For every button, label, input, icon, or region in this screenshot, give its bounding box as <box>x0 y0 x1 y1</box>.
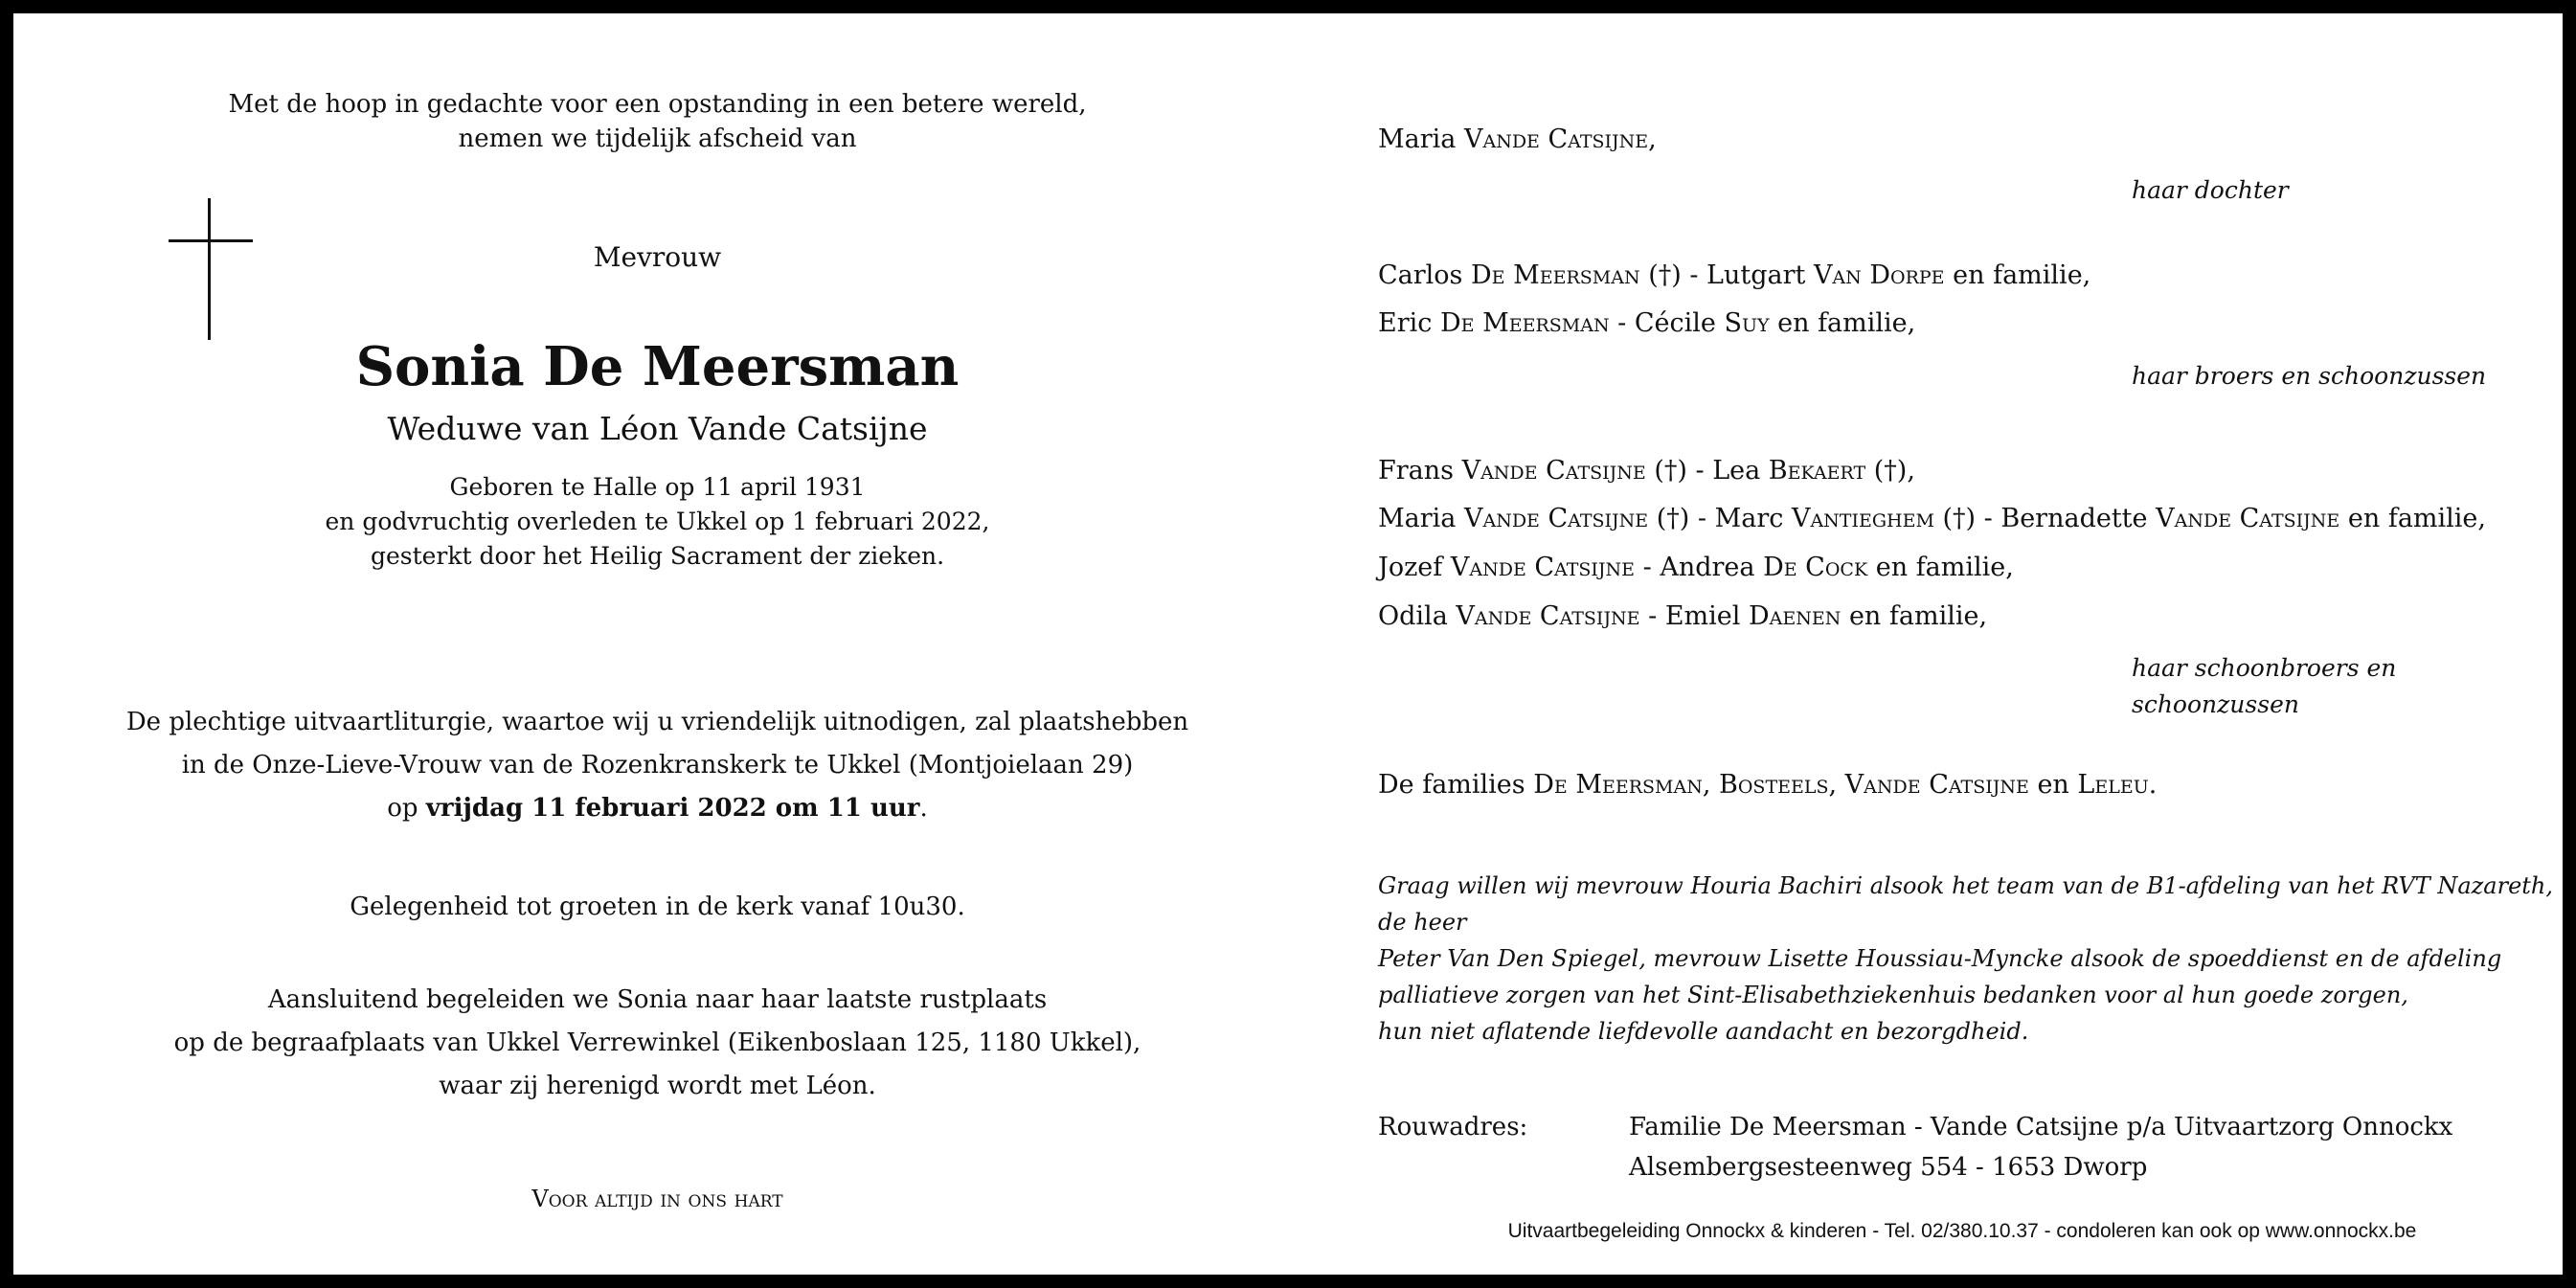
inlaws-line-3 <box>1378 553 2014 582</box>
memorial-card <box>13 13 2563 1275</box>
brothers-line-2 <box>1378 308 1915 338</box>
surname: De Cock <box>1763 553 1868 582</box>
text-part: - Emiel <box>1639 601 1749 631</box>
text-part: Eric <box>1378 308 1440 338</box>
surname: Vande Catsijne <box>1463 504 1649 533</box>
brothers-line-1 <box>1378 260 2090 290</box>
text-part: Carlos <box>1378 260 1471 290</box>
role-daughter: haar dochter <box>2132 176 2289 204</box>
liturgy-line-3 <box>13 794 1301 823</box>
text-part: en familie, <box>1944 260 2091 290</box>
liturgy-line-1: De plechtige uitvaartliturgie, waartoe wij u vriendelijk uitnodigen, zal plaatshebben <box>125 708 1189 736</box>
text-part: . <box>2148 770 2158 800</box>
text-part: , <box>1828 770 1845 800</box>
daughter-surname: Vande Catsijne <box>1463 124 1649 154</box>
text-part: (†) - Lutgart <box>1639 260 1814 290</box>
text-part: Jozef <box>1378 553 1451 582</box>
thanks-line-4: hun niet aflatende liefdevolle aandacht en bezorgdheid. <box>1378 1018 2029 1045</box>
text-part: , <box>1702 770 1720 800</box>
surname: Vande Catsijne <box>1456 601 1640 631</box>
thanks-line-3: palliatieve zorgen van het Sint-Elisabethziekenhuis bedanken voor al hun goede zorgen, <box>1378 982 2408 1008</box>
inlaws-line-4 <box>1378 601 1987 631</box>
inlaws-line-2 <box>1378 504 2486 533</box>
daughter-line <box>1378 124 1657 154</box>
daughter-firstname: Maria <box>1378 124 1464 154</box>
footer-funeral-director: Uitvaartbegeleiding Onnockx & kinderen - Tel. 02/380.10.37 - condoleren kan ook op www.onnockx.be <box>1507 1220 2417 1242</box>
inlaws-line-1 <box>1378 456 1915 486</box>
surname: De Meersman <box>1439 308 1610 338</box>
title-mevrouw: Mevrouw <box>593 241 722 273</box>
surname: De Meersman <box>1471 260 1640 290</box>
deceased-name: Sonia De Meersman <box>355 335 960 398</box>
widow-of: Weduwe van Léon Vande Catsijne <box>387 410 928 447</box>
role-inlaws-line-2: schoonzussen <box>2132 690 2299 718</box>
intro-line-1: Met de hoop in gedachte voor een opstanding in een betere wereld, <box>228 90 1087 119</box>
surname: Leleu <box>2077 770 2149 800</box>
text-part: en familie, <box>1841 601 1988 631</box>
sacrament-line: gesterkt door het Heilig Sacrament der zieken. <box>370 542 945 570</box>
text-part: - Cécile <box>1609 308 1725 338</box>
text-part: (†) - Marc <box>1648 504 1792 533</box>
role-brothers: haar broers en schoonzussen <box>2132 362 2487 390</box>
text-part: en familie, <box>1867 553 2014 582</box>
text-part: en familie, <box>2339 504 2486 533</box>
daughter-punct: , <box>1648 124 1657 154</box>
surname: Vande Catsijne <box>1461 456 1646 486</box>
burial-line-3: waar zij herenigd wordt met Léon. <box>439 1072 876 1100</box>
burial-line-2: op de begraafplaats van Ukkel Verrewinkel (Eikenboslaan 125, 1180 Ukkel), <box>173 1028 1141 1057</box>
role-inlaws <box>2132 650 2396 723</box>
text-part: Maria <box>1378 504 1464 533</box>
thanks-line-2: Peter Van Den Spiegel, mevrouw Lisette Houssiau-Myncke alsook de spoeddienst en de afdeling <box>1378 945 2502 972</box>
surname: Bosteels <box>1719 770 1829 800</box>
thanks-line-1: Graag willen wij mevrouw Houria Bachiri alsook het team van de B1-afdeling van het RVT Nazareth, de heer <box>1378 872 2553 936</box>
intro-line-2: nemen we tijdelijk afscheid van <box>458 124 857 153</box>
closing-line: Voor altijd in ons hart <box>531 1186 783 1212</box>
death-line: en godvruchtig overleden te Ukkel op 1 februari 2022, <box>325 508 990 535</box>
address-label: Rouwadres: <box>1378 1113 1528 1141</box>
birth-line: Geboren te Halle op 11 april 1931 <box>449 473 866 501</box>
text-part: - Andrea <box>1635 553 1764 582</box>
liturgy-date: vrijdag 11 februari 2022 om 11 uur <box>425 794 920 823</box>
liturgy-date-prefix: op <box>387 794 426 823</box>
surname: Bekaert <box>1768 456 1866 486</box>
burial-line-1: Aansluitend begeleiden we Sonia naar haar laatste rustplaats <box>267 985 1048 1014</box>
left-panel <box>13 13 1301 1275</box>
text-part: Frans <box>1378 456 1462 486</box>
surname: De Meersman <box>1533 770 1703 800</box>
liturgy-line-2: in de Onze-Lieve-Vrouw van de Rozenkranskerk te Ukkel (Montjoielaan 29) <box>181 751 1134 780</box>
text-part: (†) - Lea <box>1645 456 1769 486</box>
text-part: De families <box>1378 770 1534 800</box>
surname: Suy <box>1724 308 1770 338</box>
surname: Vande Catsijne <box>2156 504 2340 533</box>
surname: Daenen <box>1749 601 1842 631</box>
greeting-line: Gelegenheid tot groeten in de kerk vanaf 10u30. <box>350 893 965 921</box>
surname: Vande Catsijne <box>1844 770 2029 800</box>
text-part: Odila <box>1378 601 1457 631</box>
families-line <box>1378 770 2157 800</box>
thanks-paragraph <box>1378 868 2556 1050</box>
address-line-2: Alsembergsesteenweg 554 - 1653 Dworp <box>1629 1153 2148 1182</box>
role-inlaws-line-1: haar schoonbroers en <box>2132 654 2397 682</box>
surname: Vantieghem <box>1791 504 1934 533</box>
text-part: en familie, <box>1769 308 1916 338</box>
text-part: (†), <box>1865 456 1915 486</box>
liturgy-date-suffix: . <box>919 794 928 823</box>
surname: Van Dorpe <box>1813 260 1945 290</box>
right-panel <box>1378 13 2556 1275</box>
address-line-1: Familie De Meersman - Vande Catsijne p/a Uitvaartzorg Onnockx <box>1629 1113 2453 1141</box>
text-part: (†) - Bernadette <box>1933 504 2157 533</box>
surname: Vande Catsijne <box>1450 553 1636 582</box>
text-part: en <box>2028 770 2078 800</box>
